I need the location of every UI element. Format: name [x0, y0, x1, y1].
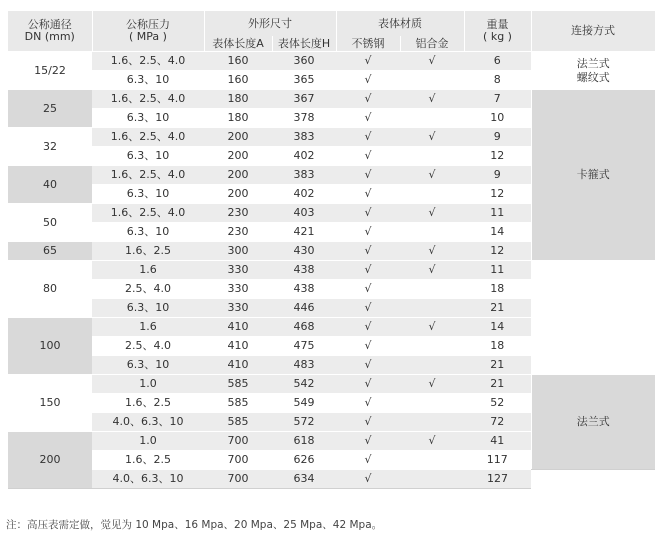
weight-cell: 6: [464, 52, 531, 71]
pressure-cell: 6.3、10: [92, 71, 204, 90]
weight-cell: 14: [464, 223, 531, 242]
pressure-cell: 6.3、10: [92, 185, 204, 204]
weight-cell: 9: [464, 166, 531, 185]
aluminum-cell: [400, 71, 464, 90]
length-h-cell: 438: [272, 280, 336, 299]
aluminum-cell: [400, 337, 464, 356]
length-h-cell: 402: [272, 185, 336, 204]
stainless-cell: √: [336, 128, 400, 147]
aluminum-cell: [400, 299, 464, 318]
length-a-cell: 200: [204, 147, 272, 166]
length-h-cell: 421: [272, 223, 336, 242]
stainless-cell: √: [336, 337, 400, 356]
length-a-cell: 200: [204, 185, 272, 204]
aluminum-cell: √: [400, 90, 464, 109]
stainless-cell: √: [336, 223, 400, 242]
aluminum-cell: √: [400, 204, 464, 223]
table-row: [8, 261, 655, 280]
dn-cell: 25: [8, 90, 92, 128]
weight-cell: 7: [464, 90, 531, 109]
aluminum-cell: [400, 147, 464, 166]
header-material: 表体材质: [336, 11, 464, 36]
length-a-cell: 230: [204, 223, 272, 242]
length-a-cell: 330: [204, 280, 272, 299]
stainless-cell: √: [336, 451, 400, 470]
connection-cell: 卡箍式: [531, 90, 655, 261]
length-a-cell: 230: [204, 204, 272, 223]
weight-cell: 12: [464, 242, 531, 261]
pressure-cell: 4.0、6.3、10: [92, 470, 204, 489]
pressure-cell: 6.3、10: [92, 356, 204, 375]
pressure-cell: 1.6、2.5: [92, 394, 204, 413]
pressure-cell: 1.6、2.5、4.0: [92, 128, 204, 147]
length-h-cell: 542: [272, 375, 336, 394]
stainless-cell: √: [336, 185, 400, 204]
weight-cell: 127: [464, 470, 531, 489]
stainless-cell: √: [336, 318, 400, 337]
length-h-cell: 403: [272, 204, 336, 223]
pressure-cell: 1.6、2.5: [92, 451, 204, 470]
length-a-cell: 585: [204, 394, 272, 413]
pressure-cell: 1.6: [92, 261, 204, 280]
length-a-cell: 160: [204, 71, 272, 90]
aluminum-cell: [400, 356, 464, 375]
length-a-cell: 200: [204, 128, 272, 147]
length-h-cell: 626: [272, 451, 336, 470]
aluminum-cell: √: [400, 242, 464, 261]
header-stainless: 不锈钢: [336, 36, 400, 52]
dn-cell: 40: [8, 166, 92, 204]
length-h-cell: 430: [272, 242, 336, 261]
weight-cell: 14: [464, 318, 531, 337]
stainless-cell: √: [336, 52, 400, 71]
aluminum-cell: [400, 223, 464, 242]
length-a-cell: 410: [204, 337, 272, 356]
stainless-cell: √: [336, 90, 400, 109]
length-a-cell: 330: [204, 261, 272, 280]
header-connection: 连接方式: [531, 11, 655, 52]
stainless-cell: √: [336, 242, 400, 261]
length-a-cell: 330: [204, 299, 272, 318]
length-a-cell: 700: [204, 451, 272, 470]
aluminum-cell: [400, 280, 464, 299]
length-h-cell: 383: [272, 166, 336, 185]
aluminum-cell: [400, 394, 464, 413]
pressure-cell: 6.3、10: [92, 109, 204, 128]
length-a-cell: 200: [204, 166, 272, 185]
length-h-cell: 402: [272, 147, 336, 166]
dn-cell: 65: [8, 242, 92, 261]
dn-cell: 15/22: [8, 52, 92, 90]
length-h-cell: 446: [272, 299, 336, 318]
length-a-cell: 180: [204, 109, 272, 128]
weight-cell: 9: [464, 128, 531, 147]
stainless-cell: √: [336, 166, 400, 185]
header-aluminum: 铝合金: [400, 36, 464, 52]
table-row: [8, 470, 655, 489]
length-a-cell: 300: [204, 242, 272, 261]
stainless-cell: √: [336, 109, 400, 128]
header-dn: 公称通径 DN (mm): [8, 11, 92, 52]
stainless-cell: √: [336, 356, 400, 375]
dn-cell: 80: [8, 261, 92, 318]
length-h-cell: 438: [272, 261, 336, 280]
weight-cell: 21: [464, 356, 531, 375]
length-a-cell: 410: [204, 318, 272, 337]
aluminum-cell: √: [400, 52, 464, 71]
connection-cell: [531, 261, 655, 375]
table-row: [8, 90, 655, 109]
weight-cell: 10: [464, 109, 531, 128]
weight-cell: 11: [464, 204, 531, 223]
pressure-cell: 2.5、4.0: [92, 280, 204, 299]
header-length-a: 表体长度A: [204, 36, 272, 52]
header-weight: 重量 ( kg ): [464, 11, 531, 52]
stainless-cell: √: [336, 204, 400, 223]
pressure-cell: 1.6: [92, 318, 204, 337]
aluminum-cell: [400, 185, 464, 204]
stainless-cell: √: [336, 432, 400, 451]
length-h-cell: 634: [272, 470, 336, 489]
stainless-cell: √: [336, 413, 400, 432]
dn-cell: 200: [8, 432, 92, 489]
length-h-cell: 360: [272, 52, 336, 71]
length-h-cell: 475: [272, 337, 336, 356]
aluminum-cell: √: [400, 375, 464, 394]
dn-cell: 150: [8, 375, 92, 432]
weight-cell: 21: [464, 375, 531, 394]
stainless-cell: √: [336, 299, 400, 318]
weight-cell: 21: [464, 299, 531, 318]
header-dimensions: 外形尺寸: [204, 11, 336, 36]
weight-cell: 18: [464, 337, 531, 356]
dn-cell: 100: [8, 318, 92, 375]
length-h-cell: 549: [272, 394, 336, 413]
pressure-cell: 1.6、2.5、4.0: [92, 204, 204, 223]
length-h-cell: 365: [272, 71, 336, 90]
pressure-cell: 1.6、2.5、4.0: [92, 52, 204, 71]
aluminum-cell: √: [400, 432, 464, 451]
length-h-cell: 378: [272, 109, 336, 128]
length-h-cell: 468: [272, 318, 336, 337]
weight-cell: 11: [464, 261, 531, 280]
weight-cell: 12: [464, 185, 531, 204]
table-row: [8, 52, 655, 71]
length-a-cell: 160: [204, 52, 272, 71]
pressure-cell: 6.3、10: [92, 147, 204, 166]
weight-cell: 72: [464, 413, 531, 432]
stainless-cell: √: [336, 71, 400, 90]
weight-cell: 117: [464, 451, 531, 470]
stainless-cell: √: [336, 375, 400, 394]
length-a-cell: 700: [204, 432, 272, 451]
length-a-cell: 700: [204, 470, 272, 489]
length-h-cell: 383: [272, 128, 336, 147]
aluminum-cell: √: [400, 318, 464, 337]
pressure-cell: 1.6、2.5: [92, 242, 204, 261]
header-length-h: 表体长度H: [272, 36, 336, 52]
dn-cell: 32: [8, 128, 92, 166]
header-row-top: [8, 11, 655, 36]
aluminum-cell: [400, 470, 464, 489]
length-h-cell: 572: [272, 413, 336, 432]
pressure-cell: 1.6、2.5、4.0: [92, 166, 204, 185]
pressure-cell: 1.0: [92, 432, 204, 451]
aluminum-cell: √: [400, 261, 464, 280]
length-h-cell: 367: [272, 90, 336, 109]
pressure-cell: 1.6、2.5、4.0: [92, 90, 204, 109]
length-a-cell: 585: [204, 375, 272, 394]
aluminum-cell: [400, 451, 464, 470]
stainless-cell: √: [336, 470, 400, 489]
aluminum-cell: [400, 413, 464, 432]
weight-cell: 41: [464, 432, 531, 451]
aluminum-cell: √: [400, 128, 464, 147]
pressure-cell: 2.5、4.0: [92, 337, 204, 356]
aluminum-cell: √: [400, 166, 464, 185]
length-a-cell: 180: [204, 90, 272, 109]
pressure-cell: 6.3、10: [92, 223, 204, 242]
header-pressure: 公称压力 ( MPa ): [92, 11, 204, 52]
stainless-cell: √: [336, 147, 400, 166]
stainless-cell: √: [336, 261, 400, 280]
aluminum-cell: [400, 109, 464, 128]
weight-cell: 8: [464, 71, 531, 90]
spec-table: [8, 11, 656, 489]
weight-cell: 18: [464, 280, 531, 299]
dn-cell: 50: [8, 204, 92, 242]
connection-cell: 法兰式 螺纹式: [531, 52, 655, 90]
footnote: 注：高压表需定做，觉见为 10 Mpa、16 Mpa、20 Mpa、25 Mpa、42 Mpa。: [6, 519, 383, 531]
stainless-cell: √: [336, 280, 400, 299]
length-a-cell: 585: [204, 413, 272, 432]
length-h-cell: 483: [272, 356, 336, 375]
weight-cell: 52: [464, 394, 531, 413]
pressure-cell: 1.0: [92, 375, 204, 394]
pressure-cell: 4.0、6.3、10: [92, 413, 204, 432]
weight-cell: 12: [464, 147, 531, 166]
table-row: [8, 375, 655, 394]
length-a-cell: 410: [204, 356, 272, 375]
stainless-cell: √: [336, 394, 400, 413]
length-h-cell: 618: [272, 432, 336, 451]
connection-cell: 法兰式: [531, 375, 655, 470]
pressure-cell: 6.3、10: [92, 299, 204, 318]
